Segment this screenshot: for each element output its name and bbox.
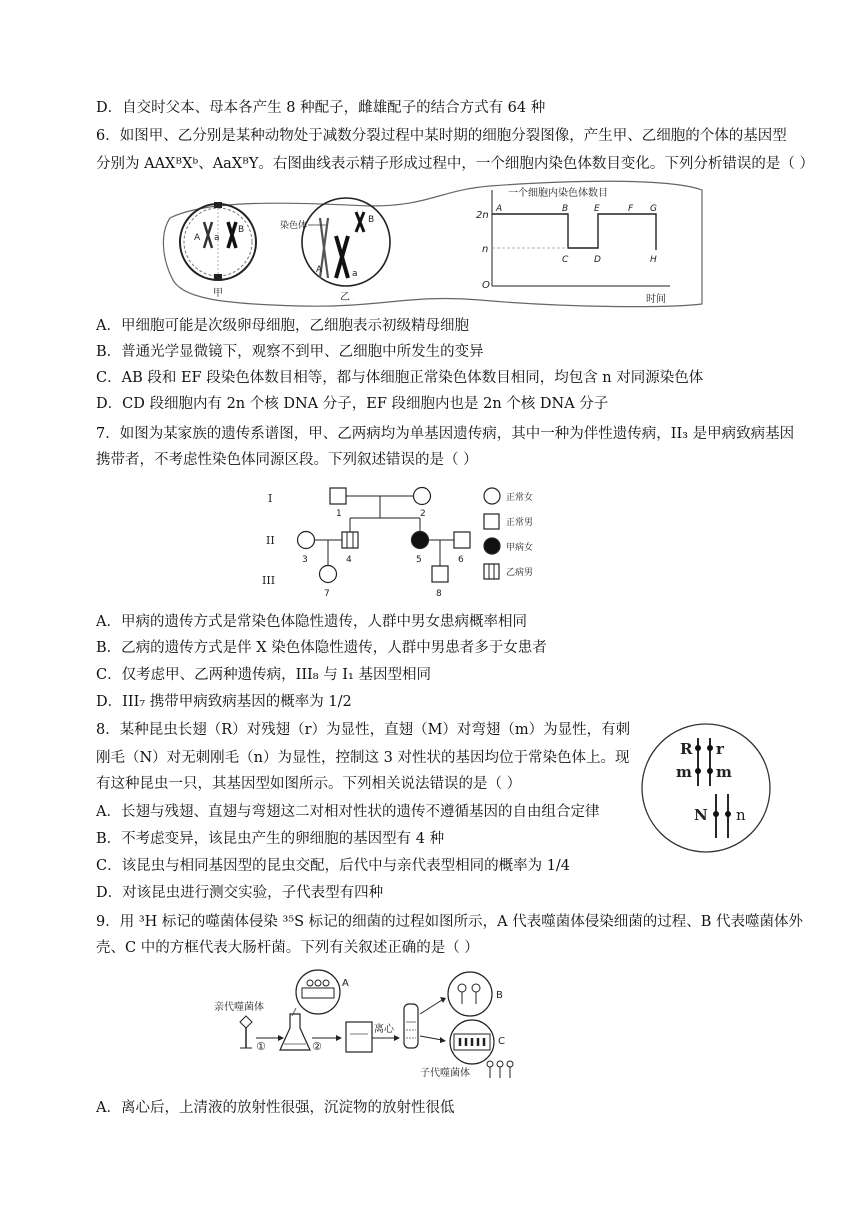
gene-label-A2: A (316, 265, 323, 275)
pt-H: H (650, 255, 657, 265)
pedigree-figure (260, 478, 560, 602)
n1: 1 (336, 509, 342, 519)
gene-m1: m (676, 763, 692, 781)
III8-normal-male (432, 566, 448, 582)
step-2-label: ② (312, 1040, 322, 1053)
gene-label-B2: B (368, 215, 375, 225)
gene-label-B: B (238, 225, 245, 235)
cell-yi-label: 乙 (340, 292, 350, 303)
n8: 8 (436, 589, 442, 599)
n5: 5 (416, 555, 422, 565)
pt-G: G (650, 204, 657, 214)
q6-option-b: B．普通光学显微镜下，观察不到甲、乙细胞中所发生的变异 (96, 344, 484, 360)
I2-normal-female (414, 488, 431, 505)
q8-stem-line3: 有这种昆虫一只，其基因型如图所示。下列相关说法错误的是（ ） (96, 776, 522, 792)
centrifuge-label: 离心 (374, 1024, 394, 1035)
cell-yi-diagram (280, 198, 390, 303)
n7: 7 (324, 589, 330, 599)
label-B: B (496, 990, 503, 1001)
phage-infection-figure (210, 964, 530, 1084)
II4-yi-male (342, 532, 358, 548)
y-2n: 2n (476, 210, 489, 221)
label-A: A (342, 978, 349, 989)
II6-normal-male (454, 532, 470, 548)
chromosome-number-chart (476, 186, 670, 305)
chart-title: 一个细胞内染色体数目 (508, 188, 608, 199)
q7-option-d: D．III₇ 携带甲病致病基因的概率为 1/2 (96, 694, 352, 710)
legend-normal-male: 正常男 (506, 518, 534, 528)
q6-option-a: A．甲细胞可能是次级卵母细胞，乙细胞表示初级精母细胞 (96, 318, 469, 334)
pt-D: D (594, 255, 601, 265)
q8-option-b: B．不考虑变异，该昆虫产生的卵细胞的基因型有 4 种 (96, 831, 445, 847)
n4: 4 (346, 555, 352, 565)
legend-jia-female: 甲病女 (506, 543, 534, 553)
legend-yi-male: 乙病男 (506, 568, 534, 578)
gene-label-a2: a (352, 269, 358, 279)
q7-option-b: B．乙病的遗传方式是伴 X 染色体隐性遗传，人群中男患者多于女患者 (96, 640, 547, 656)
pt-E: E (594, 204, 600, 214)
q6-stem-line2: 分别为 AAXᴮXᵇ、AaXᴮY。右图曲线表示精子形成过程中，一个细胞内染色体数目变化。下列分析错误的是（ ） (96, 156, 815, 172)
I1-normal-male (330, 488, 346, 504)
insect-genotype-figure (640, 722, 772, 854)
label-C: C (498, 1036, 505, 1047)
n2: 2 (420, 509, 426, 519)
cell-jia-label: 甲 (213, 288, 223, 299)
III7-normal-female (320, 566, 337, 583)
chart-origin: O (482, 280, 490, 291)
II3-normal-female (298, 532, 315, 549)
II5-jia-female (412, 532, 429, 549)
pt-F: F (628, 204, 634, 214)
q7-stem-line2: 携带者，不考虑性染色体同源区段。下列叙述错误的是（ ） (96, 452, 478, 468)
gene-R: R (680, 740, 693, 758)
cell-jia-diagram (180, 202, 256, 299)
q6-figure (150, 178, 710, 310)
pt-C: C (562, 255, 569, 265)
q6-stem-line1: 6．如图甲、乙分别是某种动物处于减数分裂过程中某时期的细胞分裂图像，产生甲、乙细胞的个体的基因型 (96, 128, 787, 144)
offspring-phage-label: 子代噬菌体 (420, 1068, 470, 1079)
q8-stem-line1: 8．某种昆虫长翅（R）对残翅（r）为显性，直翅（M）对弯翅（m）为显性，有刺 (96, 722, 631, 738)
step-1-label: ① (256, 1040, 266, 1053)
q9-option-a: A．离心后，上清液的放射性很强，沉淀物的放射性很低 (96, 1100, 455, 1116)
q8-option-d: D．对该昆虫进行测交实验，子代表型有四种 (96, 885, 384, 901)
n3: 3 (302, 555, 308, 565)
gene-label-a: a (214, 233, 220, 243)
gen-III: III (262, 574, 276, 587)
gen-II: II (266, 534, 275, 547)
q5-option-d: D．自交时父本、母本各产生 8 种配子，雌雄配子的结合方式有 64 种 (96, 100, 546, 116)
gene-m2: m (716, 763, 732, 781)
n6: 6 (458, 555, 464, 565)
x-axis-label: 时间 (646, 294, 666, 305)
q7-stem-line1: 7．如图为某家族的遗传系谱图，甲、乙两病均为单基因遗传病，其中一种为伴性遗传病，II₃ 是甲病致病基因 (96, 426, 795, 442)
q8-option-c: C．该昆虫与相同基因型的昆虫交配，后代中与亲代表型相同的概率为 1/4 (96, 858, 571, 874)
legend-normal-female: 正常女 (506, 493, 534, 503)
q8-option-a: A．长翅与残翅、直翅与弯翅这二对相对性状的遗传不遵循基因的自由组合定律 (96, 804, 600, 820)
gene-n: n (736, 806, 746, 824)
gene-r: r (716, 740, 724, 758)
pt-A: A (496, 204, 503, 214)
q8-stem-line2: 刚毛（N）对无刺刚毛（n）为显性，控制这 3 对性状的基因均位于常染色体上。现 (96, 750, 630, 766)
q6-option-c: C．AB 段和 EF 段染色体数目相等，都与体细胞正常染色体数目相同，均包含 n 对同源染色体 (96, 370, 704, 386)
q6-option-d: D．CD 段细胞内有 2n 个核 DNA 分子，EF 段细胞内也是 2n 个核 DNA 分子 (96, 396, 609, 412)
q9-stem-line2: 壳、C 中的方框代表大肠杆菌。下列有关叙述正确的是（ ） (96, 940, 479, 956)
chromosome-label: 染色体 (280, 221, 308, 231)
q7-option-a: A．甲病的遗传方式是常染色体隐性遗传，人群中男女患病概率相同 (96, 614, 527, 630)
q9-stem-line1: 9．用 ³H 标记的噬菌体侵染 ³⁵S 标记的细菌的过程如图所示，A 代表噬菌体侵染细菌的过程、B 代表噬菌体外 (96, 914, 804, 930)
gene-label-A: A (194, 233, 201, 243)
parent-phage-label: 亲代噬菌体 (214, 1002, 264, 1013)
gene-N: N (694, 806, 708, 824)
gen-I: I (268, 492, 273, 505)
q7-option-c: C．仅考虑甲、乙两种遗传病，III₈ 与 I₁ 基因型相同 (96, 667, 431, 683)
y-n: n (482, 244, 489, 255)
pt-B: B (562, 204, 569, 214)
